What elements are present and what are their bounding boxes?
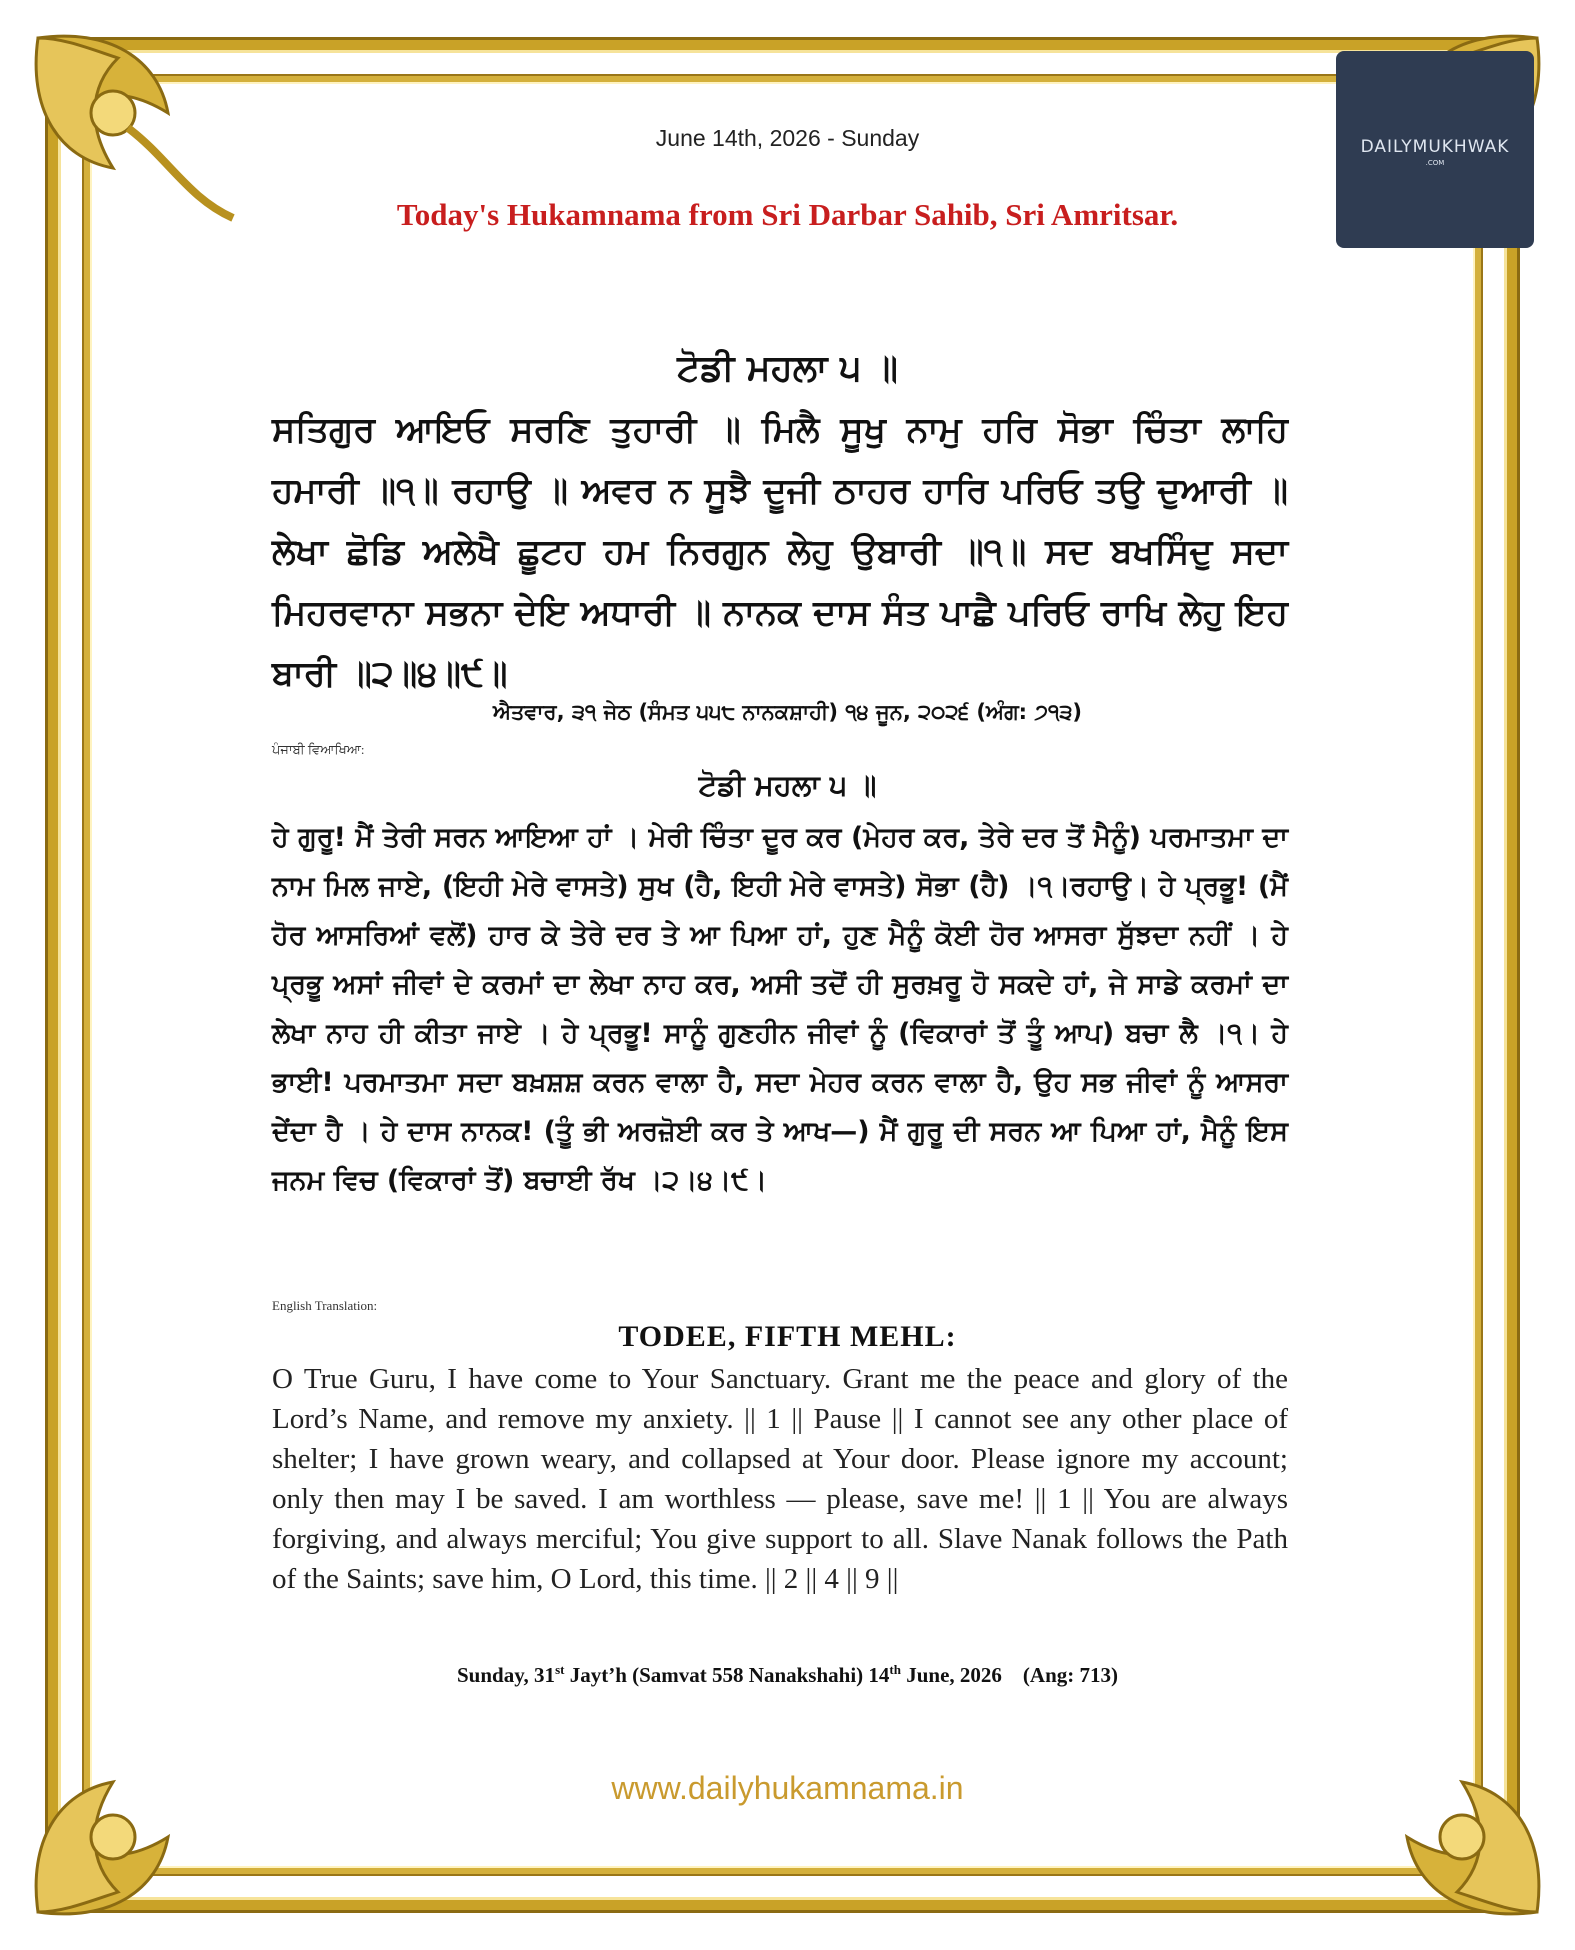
page-headline: Today's Hukamnama from Sri Darbar Sahib, Sri Amritsar. <box>396 197 1179 232</box>
english-label: English Translation: <box>272 1298 378 1313</box>
logo-sub: .COM <box>1425 159 1445 167</box>
page-date: June 14th, 2026 - Sunday <box>655 125 920 151</box>
gold-bow-ornament-icon <box>18 1702 248 1932</box>
logo-name: DAILYMUKHWAK <box>1360 137 1510 157</box>
gurbani-date-line: ਐਤਵਾਰ, ੩੧ ਜੇਠ (ਸੰਮਤ ੫੫੮ ਨਾਨਕਸ਼ਾਹੀ) ੧੪ ਜੂਨ, ੨੦੨੬ (ਅੰਗ: ੭੧੩) <box>492 700 1083 724</box>
website-link[interactable]: www.dailyhukamnama.in <box>611 1770 964 1806</box>
english-translation: O True Guru, I have come to Your Sanctuary. Grant me the peace and glory of the Lord’s Name, and remove my anxiety. || 1 || Pause || I cannot see any other place of shelter; I have grown weary, and collapsed at Your door. Please ignore my account; only then may I be saved. I am worthless — please, save me! || 1 || You are always forgiving, and always merciful; You give support to all. Slave Nanak follows the Path of the Saints; save him, O Lord, this time. || 2 || 4 || 9 || <box>272 1363 1288 1595</box>
gold-bow-ornament-icon <box>1327 1702 1557 1932</box>
gurbani-verse: ਸਤਿਗੁਰ ਆਇਓ ਸਰਣਿ ਤੁਹਾਰੀ ॥ ਮਿਲੈ ਸੂਖੁ ਨਾਮੁ ਹਰਿ ਸੋਭਾ ਚਿੰਤਾ ਲਾਹਿ ਹਮਾਰੀ ॥੧॥ ਰਹਾਉ ॥ ਅਵਰ ਨ ਸੂਝੈ ਦੂਜੀ ਠਾਹਰ ਹਾਰਿ ਪਰਿਓ ਤਉ ਦੁਆਰੀ ॥ ਲੇਖਾ ਛੋਡਿ ਅਲੇਖੈ ਛੂਟਹ ਹਮ ਨਿਰਗੁਨ ਲੇਹੁ ਉਬਾਰੀ ॥੧॥ ਸਦ ਬਖਸਿੰਦੁ ਸਦਾ ਮਿਹਰਵਾਨਾ ਸਭਨਾ ਦੇਇ ਅਧਾਰੀ ॥ ਨਾਨਕ ਦਾਸ ਸੰਤ ਪਾਛੈ ਪਰਿਓ ਰਾਖਿ ਲੇਹੁ ਇਹ ਬਾਰੀ ॥੨॥੪॥੯॥ <box>272 410 1288 694</box>
english-date-line: Sunday, 31st Jayt’h (Samvat 558 Nanakshahi) 14th June, 2026 (Ang: 713) <box>457 1662 1118 1687</box>
punjabi-title: ਟੋਡੀ ਮਹਲਾ ੫ ॥ <box>698 768 877 802</box>
punjabi-explanation: ਹੇ ਗੁਰੂ! ਮੈਂ ਤੇਰੀ ਸਰਨ ਆਇਆ ਹਾਂ । ਮੇਰੀ ਚਿੰਤਾ ਦੂਰ ਕਰ (ਮੇਹਰ ਕਰ, ਤੇਰੇ ਦਰ ਤੋਂ ਮੈਨੂੰ) ਪਰਮਾਤਮਾ ਦਾ ਨਾਮ ਮਿਲ ਜਾਏ, (ਇਹੀ ਮੇਰੇ ਵਾਸਤੇ) ਸੁਖ (ਹੈ, ਇਹੀ ਮੇਰੇ ਵਾਸਤੇ) ਸੋਭਾ (ਹੈ) ।੧।ਰਹਾਉ। ਹੇ ਪ੍ਰਭੂ! (ਮੈਂ ਹੋਰ ਆਸਰਿਆਂ ਵਲੋਂ) ਹਾਰ ਕੇ ਤੇਰੇ ਦਰ ਤੇ ਆ ਪਿਆ ਹਾਂ, ਹੁਣ ਮੈਨੂੰ ਕੋਈ ਹੋਰ ਆਸਰਾ ਸੁੱਝਦਾ ਨਹੀਂ । ਹੇ ਪ੍ਰਭੂ ਅਸਾਂ ਜੀਵਾਂ ਦੇ ਕਰਮਾਂ ਦਾ ਲੇਖਾ ਨਾਹ ਕਰ, ਅਸੀ ਤਦੋਂ ਹੀ ਸੁਰਖ਼ਰੂ ਹੋ ਸਕਦੇ ਹਾਂ, ਜੇ ਸਾਡੇ ਕਰਮਾਂ ਦਾ ਲੇਖਾ ਨਾਹ ਹੀ ਕੀਤਾ ਜਾਏ । ਹੇ ਪ੍ਰਭੂ! ਸਾਨੂੰ ਗੁਣਹੀਨ ਜੀਵਾਂ ਨੂੰ (ਵਿਕਾਰਾਂ ਤੋਂ ਤੂੰ ਆਪ) ਬਚਾ ਲੈ ।੧। ਹੇ ਭਾਈ! ਪਰਮਾਤਮਾ ਸਦਾ ਬਖ਼ਸ਼ਸ਼ ਕਰਨ ਵਾਲਾ ਹੈ, ਸਦਾ ਮੇਹਰ ਕਰਨ ਵਾਲਾ ਹੈ, ਉਹ ਸਭ ਜੀਵਾਂ ਨੂੰ ਆਸਰਾ ਦੇਂਦਾ ਹੈ । ਹੇ ਦਾਸ ਨਾਨਕ! (ਤੂੰ ਭੀ ਅਰਜ਼ੋਈ ਕਰ ਤੇ ਆਖ—) ਮੈਂ ਗੁਰੂ ਦੀ ਸਰਨ ਆ ਪਿਆ ਹਾਂ, ਮੈਨੂੰ ਇਸ ਜਨਮ ਵਿਚ (ਵਿਕਾਰਾਂ ਤੋਂ) ਬਚਾਈ ਰੱਖ ।੨।੪।੯। <box>272 822 1288 1196</box>
english-title: TODEE, FIFTH MEHL: <box>618 1320 957 1353</box>
punjabi-label: ਪੰਜਾਬੀ ਵਿਆਖਿਆ: <box>272 742 365 757</box>
gurbani-title: ਟੋਡੀ ਮਹਲਾ ੫ ॥ <box>677 348 898 389</box>
